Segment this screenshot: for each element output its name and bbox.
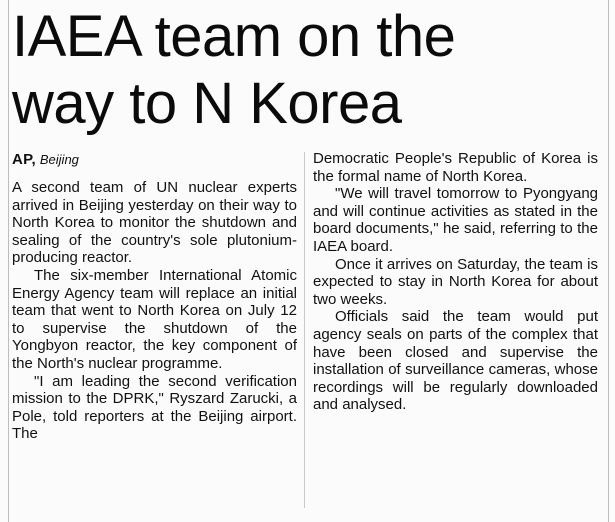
paragraph: A second team of UN nuclear experts arrived in Beijing yesterday on their way to North Korea to monitor the shutdown and sealing of the country's sole plutonium-producing reactor. xyxy=(12,179,297,267)
headline xyxy=(12,4,602,137)
column-divider xyxy=(304,152,305,508)
byline-city: Beijing xyxy=(39,152,79,167)
left-border-rule xyxy=(8,0,9,522)
paragraph: "We will travel tomorrow to Pyongyang and will continue activities as stated in the board documents," he said, referring to the IAEA board. xyxy=(313,185,598,255)
paragraph: Once it arrives on Saturday, the team is expected to stay in North Korea for about two weeks. xyxy=(313,255,598,308)
headline-line-2: way to N Korea xyxy=(12,70,402,136)
paragraph: Officials said the team would put agency seals on parts of the complex that have been closed and supervise the installation of surveillance cameras, whose recordings will be regularly downloaded and analysed. xyxy=(313,308,598,414)
byline-agency: AP, xyxy=(12,151,36,168)
paragraph: The six-member International Atomic Energy Agency team will replace an initial team that went to North Korea on July 12 to supervise the shutdown of the Yongbyon reactor, the key component of the North's nuclear programme. xyxy=(12,266,297,372)
paragraph: Democratic People's Republic of Korea is the formal name of North Korea. xyxy=(313,150,598,185)
paragraph: "I am leading the second verification mission to the DPRK," Ryszard Zarucki, a Pole, told reporters at the Beijing airport. The xyxy=(12,372,297,443)
article-column-right xyxy=(313,150,598,414)
headline-line-1: IAEA team on the xyxy=(12,4,456,69)
article-column-left xyxy=(12,150,297,443)
right-border-rule xyxy=(608,0,609,522)
byline xyxy=(12,150,297,169)
